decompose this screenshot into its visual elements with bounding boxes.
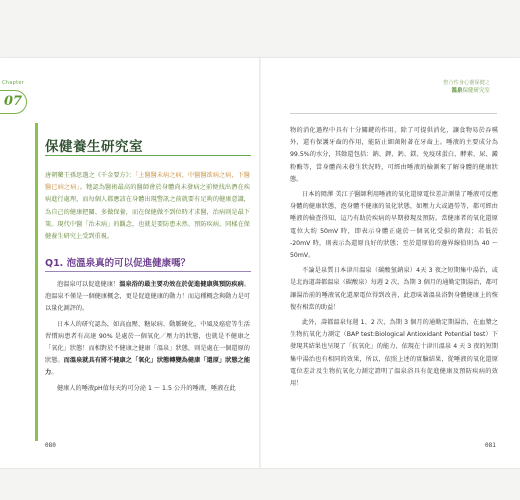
left-p1-bold: 溫泉浴的最主要功效在於促進健康與預防疾病 xyxy=(119,281,244,288)
intro-paragraph xyxy=(45,170,250,243)
left-paragraph-2 xyxy=(45,319,250,380)
running-header xyxy=(443,79,490,95)
running-header-line2 xyxy=(443,87,490,95)
question-rule xyxy=(45,271,251,272)
intro-text-pre: 唐朝藥王孫思邈之《千金要方》： xyxy=(45,172,136,179)
header-rule xyxy=(290,113,497,114)
page-number-right: 081 xyxy=(485,442,496,449)
intro-text-post: 。牠認為醫術最高的醫師會於身體尚未發病之前便找出潛在疾病進行處理，而每個人都應該在身體出現警訊之前就要有足夠的健康意識，為自己的健康把關、多做保養，而在保健做不到位時才求醫，治病則是最下策。現代中醫「治未病」的觀念，也就是要防患未然、預防疾病，同樣在保健養生研究上受到重視。 xyxy=(45,184,251,241)
section-title-rule xyxy=(45,155,251,156)
intro-quote: 「上醫醫未病之病，中醫醫欲病之病，下醫醫已病之病」 xyxy=(45,172,250,192)
page-number-left: 080 xyxy=(45,442,56,449)
chapter-side-bar xyxy=(35,123,38,441)
running-header-line1: 整合性身心靈保健之 xyxy=(443,80,490,86)
left-p2-post: 。 xyxy=(51,369,58,377)
chapter-number: 07 xyxy=(0,90,27,114)
right-paragraph-2: 日本的岡澤 美江子醫師利用唾液的氧化還原電位差計測量了唾液可反應身體的健康狀態，泡身體不健康的氧化狀態，如壓力大或過勞等，都可經由唾液的檢查得知，這乃有助於疾病的早期發現及預防。當健康者的氧化還原電位大約 50mV 時，即表示身體正處於一個氧化受損的階段；若低於 -20mV 時，則表示為還原良好的狀態；至於還原值的邊界線值則為 40 ～ 50mV。 xyxy=(290,191,498,260)
left-p1-pre: 泡溫泉可以促進健康！ xyxy=(57,281,120,288)
chapter-label: Chapter xyxy=(2,80,25,86)
running-header-rest: 保健研究室 xyxy=(462,88,490,94)
question-heading: Q1. 泡溫泉真的可以促進健康嗎？ xyxy=(45,258,191,269)
right-paragraph-4: 此外，壽都溫泉每週 1、2 次，為期 3 個月的通勤定期湯治，在血漿之生物抗氧化力測定（BAP test:Biological Antioxidant Potential test）下發現其結果也呈現了「抗氧化」的能力，依現在十津川溫泉 4 天 3 夜的短期集中湯治也有相同的效果，所以，依照上述的實驗結果，從唾液的氧化還原電位差計及生物抗氧化力測定證明了溫泉浴具有促進健康及預防疾病的效用！ xyxy=(290,319,498,388)
left-p2-bold: 而溫泉就具有將不健康之「氧化」狀態轉變為健康「還原」狀態之能力 xyxy=(45,357,251,377)
running-header-prefix: 溫泉 xyxy=(451,88,463,94)
left-p1-post: 。泡溫泉不僅是一個健康概念，更是促進健康的動力！而這種概念與動力是可以量化測評的。 xyxy=(45,281,251,313)
right-paragraph-1: 物的消化過程中具有十分關鍵的作用，除了可提供消化，讓食物易於吞嚥外，還有保護牙齒的作用，能防止細菌附著在牙齒上。唾液的主要成分為 99.5%的水分，其餘還包括：鈉、鉀、鈣、鎂、免疫球蛋白、酵素、尿、澱粉酶等，當身體尚未發生狀況時，可經由唾液的檢測來了解身體的健康狀態。 xyxy=(290,127,498,183)
left-paragraph-3: 健康人的唾液pH值每天約可分泌 1 ～ 1.5 公升的唾液，唾液在此 xyxy=(57,384,236,392)
book-gutter xyxy=(259,58,261,468)
chapter-tab xyxy=(0,80,34,124)
section-title: 保健養生研究室 xyxy=(45,139,143,155)
left-paragraph-1 xyxy=(45,279,250,316)
right-body xyxy=(290,125,498,393)
right-paragraph-3: 不論是泉質日本津川溫泉（碳酸氫鈉泉）4天 3 夜之短期集中湯治，或是北海道壽都溫泉（碳酸泉）每週 2 次，為期 3 個月的通勤定期湯治，都可讓湯治前的唾液氧化還原電位得到改善，此意味著溫泉浴對身體健康上的恢復有相當的助益！ xyxy=(290,267,498,311)
left-body xyxy=(45,279,250,398)
left-p2-pre: 日本人的研究認為，如高血壓、糖尿病、動脈硬化、中風及癌症等生活習慣病患者有高達 90% 是處於一個氧化／壓力的狀態，也就是不健康之「氧化」狀態！而相對於不健康之健康「溫泉」狀態，則是處在一個還原的狀態。 xyxy=(45,320,250,365)
